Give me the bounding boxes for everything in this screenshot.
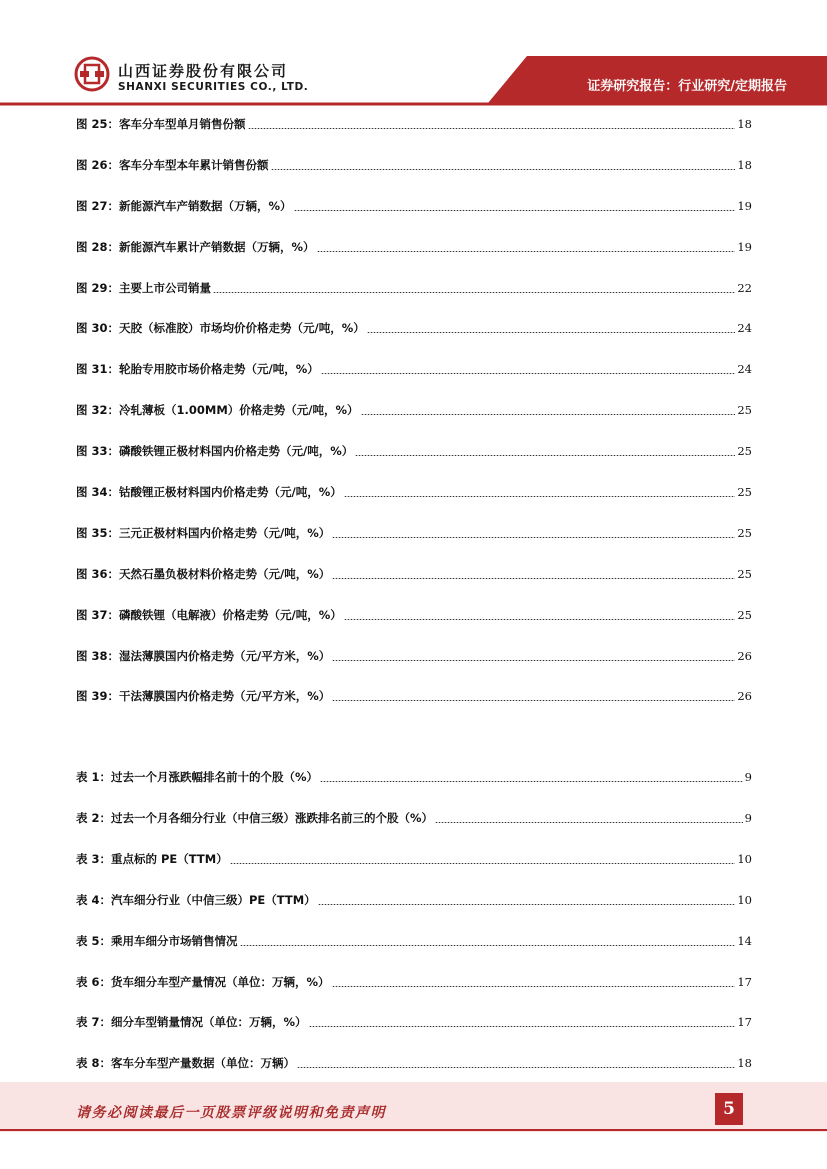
- toc-entry[interactable]: [76, 684, 752, 704]
- toc-entry-label: 表 6：货车细分车型产量情况（单位：万辆，%）: [76, 975, 330, 989]
- toc-entry-label: 表 1：过去一个月涨跌幅排名前十的个股（%）: [76, 770, 319, 784]
- toc-entry[interactable]: [76, 1010, 752, 1030]
- toc-entry-page: 24: [737, 321, 752, 335]
- dot-leader: [332, 578, 735, 579]
- toc-entry-label: 图 31：轮胎专用胶市场价格走势（元/吨，%）: [76, 362, 319, 376]
- toc-entry-page: 24: [737, 362, 752, 376]
- toc-entry-page: 25: [737, 444, 752, 458]
- toc-entry-page: 18: [737, 158, 752, 172]
- toc-entry[interactable]: [76, 929, 752, 949]
- toc-entry-label: 图 25：客车分车型单月销售份额: [76, 117, 246, 131]
- dot-leader: [332, 537, 735, 538]
- toc-entry-label: 图 39：干法薄膜国内价格走势（元/平方米，%）: [76, 689, 331, 703]
- toc-entry-page: 22: [737, 281, 752, 295]
- toc-entry[interactable]: [76, 439, 752, 459]
- toc-entry[interactable]: [76, 521, 752, 541]
- toc-entry-page: 26: [737, 649, 752, 663]
- toc-entry-label: 图 36：天然石墨负极材料价格走势（元/吨，%）: [76, 567, 331, 581]
- toc-entry-page: 25: [737, 567, 752, 581]
- dot-leader: [213, 292, 735, 293]
- toc-entry-page: 10: [737, 852, 752, 866]
- dot-leader: [367, 332, 736, 333]
- toc-entry[interactable]: [76, 112, 752, 132]
- toc-entry-page: 9: [744, 770, 752, 784]
- toc-entry[interactable]: [76, 970, 752, 990]
- disclaimer-notice: 请务必阅读最后一页股票评级说明和免责声明: [76, 1105, 386, 1121]
- toc-entry[interactable]: [76, 235, 752, 255]
- page-number: 5: [715, 1093, 743, 1125]
- toc-entry-label: 表 7：细分车型销量情况（单位：万辆，%）: [76, 1015, 307, 1029]
- toc-entry-label: 图 35：三元正极材料国内价格走势（元/吨，%）: [76, 526, 331, 540]
- toc-entry[interactable]: [76, 603, 752, 623]
- toc-entry-page: 26: [737, 689, 752, 703]
- toc-entry-page: 25: [737, 608, 752, 622]
- toc-entry-page: 17: [737, 975, 752, 989]
- dot-leader: [332, 986, 736, 987]
- toc-entry-page: 19: [737, 199, 752, 213]
- report-type-title: 证券研究报告：行业研究/定期报告: [587, 79, 787, 94]
- dot-leader: [332, 660, 735, 661]
- toc-entry-page: 25: [737, 485, 752, 499]
- dot-leader: [332, 700, 735, 701]
- toc-entry-label: 表 2：过去一个月各细分行业（中信三级）涨跌排名前三的个股（%）: [76, 811, 434, 825]
- toc-entry[interactable]: [76, 398, 752, 418]
- dot-leader: [248, 128, 736, 129]
- dot-leader: [344, 496, 736, 497]
- dot-leader: [435, 822, 743, 823]
- toc-entry-label: 图 32：冷轧薄板（1.00MM）价格走势（元/吨，%）: [76, 403, 359, 417]
- toc-entry-label: 图 37：磷酸铁锂（电解液）价格走势（元/吨，%）: [76, 608, 342, 622]
- toc-entry-page: 19: [737, 240, 752, 254]
- dot-leader: [230, 863, 736, 864]
- dot-leader: [294, 210, 736, 211]
- dot-leader: [271, 169, 736, 170]
- toc-entry-page: 18: [737, 1056, 752, 1070]
- toc-entry[interactable]: [76, 806, 752, 826]
- toc-entry[interactable]: [76, 357, 752, 377]
- toc-entry-page: 25: [737, 403, 752, 417]
- toc-entry[interactable]: [76, 1051, 752, 1071]
- dot-leader: [309, 1026, 736, 1027]
- toc-entry[interactable]: [76, 316, 752, 336]
- toc-entry[interactable]: [76, 153, 752, 173]
- toc-entry-label: 图 28：新能源汽车累计产销数据（万辆，%）: [76, 240, 315, 254]
- company-name-cn: 山西证券股份有限公司: [118, 62, 289, 80]
- toc-entry-label: 表 5：乘用车细分市场销售情况: [76, 934, 238, 948]
- toc-entry-page: 25: [737, 526, 752, 540]
- dot-leader: [318, 904, 736, 905]
- dot-leader: [355, 455, 735, 456]
- toc-entry-page: 9: [744, 811, 752, 825]
- page-header: [0, 0, 827, 108]
- toc-entry-label: 表 8：客车分车型产量数据（单位：万辆）: [76, 1056, 296, 1070]
- dot-leader: [361, 414, 736, 415]
- toc-entry-label: 图 30：天胶（标准胶）市场均价价格走势（元/吨，%）: [76, 321, 365, 335]
- toc-entry-label: 图 33：磷酸铁锂正极材料国内价格走势（元/吨，%）: [76, 444, 354, 458]
- dot-leader: [240, 945, 736, 946]
- dot-leader: [320, 781, 743, 782]
- toc-entry-page: 14: [737, 934, 752, 948]
- toc-entry[interactable]: [76, 765, 752, 785]
- toc-entry[interactable]: [76, 888, 752, 908]
- toc-entry-label: 图 34：钴酸锂正极材料国内价格走势（元/吨，%）: [76, 485, 342, 499]
- toc-entry-label: 图 29：主要上市公司销量: [76, 281, 212, 295]
- toc-entry-label: 图 26：客车分车型本年累计销售份额: [76, 158, 269, 172]
- dot-leader: [297, 1067, 735, 1068]
- toc-entry-page: 18: [737, 117, 752, 131]
- toc-entry[interactable]: [76, 847, 752, 867]
- toc-entry[interactable]: [76, 480, 752, 500]
- toc-entry-label: 表 3：重点标的 PE（TTM）: [76, 852, 228, 866]
- toc-entry[interactable]: [76, 276, 752, 296]
- dot-leader: [344, 619, 736, 620]
- toc-entry[interactable]: [76, 644, 752, 664]
- toc-entry-label: 图 27：新能源汽车产销数据（万辆，%）: [76, 199, 292, 213]
- toc-entry-page: 17: [737, 1015, 752, 1029]
- dot-leader: [321, 373, 736, 374]
- dot-leader: [317, 251, 736, 252]
- toc-entry-page: 10: [737, 893, 752, 907]
- toc-entry-label: 图 38：湿法薄膜国内价格走势（元/平方米，%）: [76, 649, 331, 663]
- toc-entry[interactable]: [76, 194, 752, 214]
- toc-entry-label: 表 4：汽车细分行业（中信三级）PE（TTM）: [76, 893, 316, 907]
- toc-entry[interactable]: [76, 562, 752, 582]
- company-name-en: SHANXI SECURITIES CO., LTD.: [118, 81, 309, 93]
